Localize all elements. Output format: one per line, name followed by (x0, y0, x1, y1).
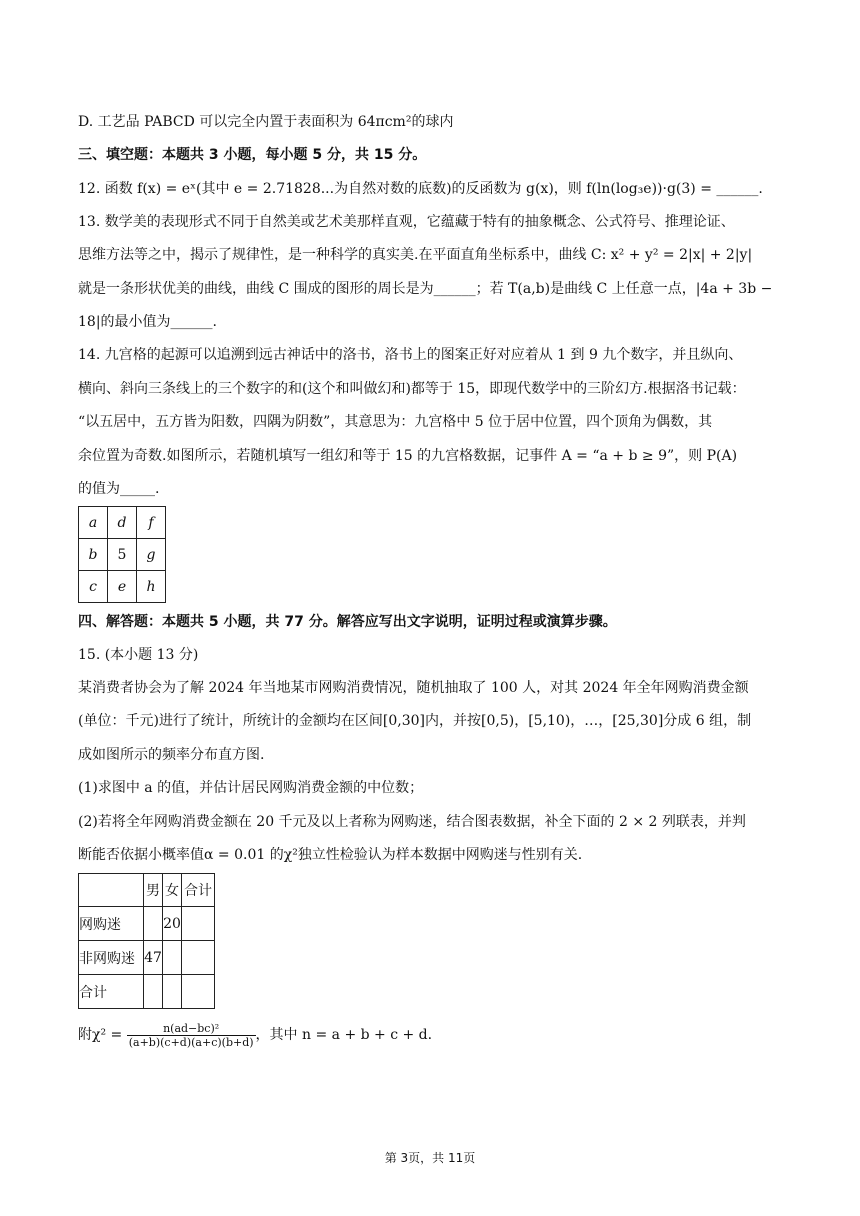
table-cell (182, 941, 215, 975)
table-cell (144, 907, 163, 941)
question-14-line-4: 余位置为奇数.如图所示，若随机填写一组幻和等于 15 的九宫格数据，记事件 A = “a + b ≥ 9”，则 P(A) (78, 448, 738, 464)
magic-square-grid (78, 506, 166, 603)
table-cell (163, 975, 182, 1009)
table-header-cell: 男 (144, 874, 163, 907)
grid-cell: h (137, 571, 166, 603)
table-cell (144, 975, 163, 1009)
table-cell: 非网购迷 (79, 941, 144, 975)
grid-cell: 5 (108, 539, 137, 571)
question-14-line-3: “以五居中，五方皆为阳数，四隅为阴数”，其意思为：九宫格中 5 位于居中位置，四个顶角为偶数，其 (78, 414, 713, 430)
table-cell (182, 907, 215, 941)
contingency-table (78, 873, 215, 1009)
grid-cell: c (79, 571, 108, 603)
question-14-line-2: 横向、斜向三条线上的三个数字的和(这个和叫做幻和)都等于 15，即现代数学中的三阶幻方.根据洛书记载： (78, 381, 746, 397)
question-13-line-3: 就是一条形状优美的曲线，曲线 C 围成的图形的周长是为______；若 T(a,b)是曲线 C 上任意一点，|4a + 3b − (78, 281, 773, 297)
question-15-part-2-line-1: (2)若将全年网购消费金额在 20 千元及以上者称为网购迷，结合图表数据，补全下面的 2 × 2 列联表，并判 (78, 814, 746, 830)
table-cell: 网购迷 (79, 907, 144, 941)
table-cell: 47 (144, 941, 163, 975)
formula-prefix: 附χ² = (78, 1027, 123, 1043)
formula-fraction (127, 1022, 256, 1049)
grid-cell: f (137, 507, 166, 539)
table-cell (182, 975, 215, 1009)
section-3-heading: 三、填空题：本题共 3 小题，每小题 5 分，共 15 分。 (78, 147, 427, 163)
question-13-line-1: 13. 数学美的表现形式不同于自然美或艺术美那样直观，它蕴藏于特有的抽象概念、公式符号、推理论证、 (78, 214, 735, 230)
grid-cell: e (108, 571, 137, 603)
chi-square-formula (78, 1020, 782, 1050)
option-d-line: D. 工艺品 PABCD 可以完全内置于表面积为 64πcm²的球内 (78, 114, 454, 130)
formula-numerator: n(ad−bc)² (127, 1022, 256, 1036)
grid-cell: d (108, 507, 137, 539)
table-cell: 20 (163, 907, 182, 941)
page-footer: 第 3页，共 11页 (384, 1151, 476, 1165)
question-15-part-1: (1)求图中 a 的值，并估计居民网购消费金额的中位数； (78, 780, 424, 796)
question-15-line-2: (单位：千元)进行了统计，所统计的金额均在区间[0,30]内，并按[0,5)，[5,10)，…，[25,30]分成 6 组，制 (78, 713, 752, 729)
question-15-part-2-line-2: 断能否依据小概率值α = 0.01 的χ²独立性检验认为样本数据中网购迷与性别有关. (78, 847, 583, 863)
grid-cell: a (79, 507, 108, 539)
question-15-title: 15. (本小题 13 分) (78, 647, 199, 663)
question-13-line-2: 思维方法等之中，揭示了规律性，是一种科学的真实美.在平面直角坐标系中，曲线 C: x² + y² = 2|x| + 2|y| (78, 247, 753, 263)
section-4-heading: 四、解答题：本题共 5 小题，共 77 分。解答应写出文字说明，证明过程或演算步骤。 (78, 614, 617, 630)
table-cell (163, 941, 182, 975)
question-15-line-1: 某消费者协会为了解 2024 年当地某市网购消费情况，随机抽取了 100 人，对其 2024 年全年网购消费金额 (78, 680, 749, 696)
question-14-line-1: 14. 九宫格的起源可以追溯到远古神话中的洛书，洛书上的图案正好对应着从 1 到 9 九个数字，并且纵向、 (78, 347, 743, 363)
table-header-cell (79, 874, 144, 907)
question-14-line-5: 的值为_____. (78, 481, 160, 497)
grid-cell: g (137, 539, 166, 571)
grid-cell: b (79, 539, 108, 571)
question-15-line-3: 成如图所示的频率分布直方图. (78, 747, 265, 763)
question-12: 12. 函数 f(x) = eˣ(其中 e = 2.71828...为自然对数的底数)的反函数为 g(x)，则 f(ln(log₃e))·g(3) = ______. (78, 181, 763, 197)
formula-denominator: (a+b)(c+d)(a+c)(b+d) (128, 1035, 254, 1049)
table-header-cell: 合计 (182, 874, 215, 907)
formula-suffix: ，其中 n = a + b + c + d. (255, 1027, 433, 1043)
table-cell: 合计 (79, 975, 144, 1009)
table-header-cell: 女 (163, 874, 182, 907)
question-13-line-4: 18|的最小值为______. (78, 314, 217, 330)
